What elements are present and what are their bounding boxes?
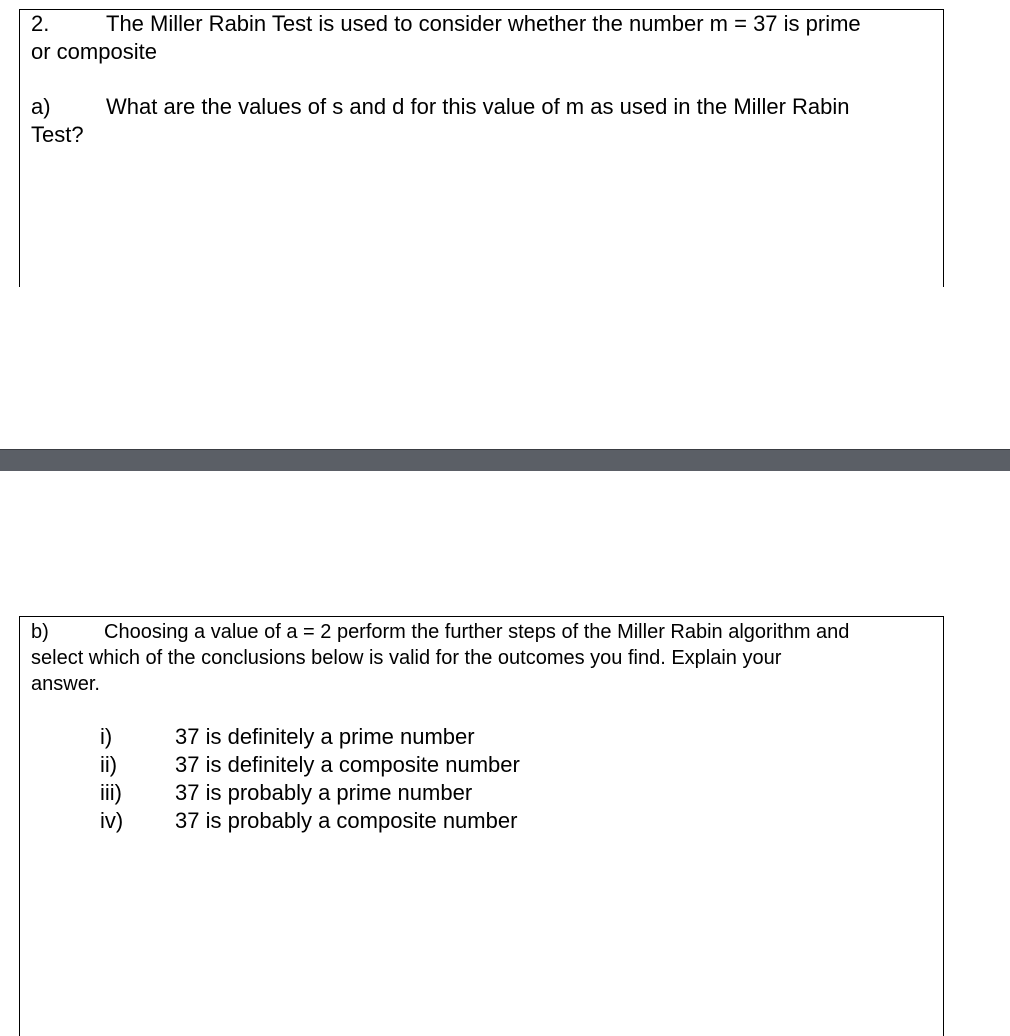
option-numeral: iv)	[100, 808, 124, 833]
question-number: 2.	[31, 11, 50, 36]
page-divider	[0, 449, 1010, 471]
part-b-text-line1: Choosing a value of a = 2 perform the further steps of the Miller Rabin algorithm and	[104, 621, 850, 643]
option-numeral: ii)	[100, 752, 118, 777]
question-heading	[31, 10, 861, 38]
option-text: 37 is definitely a prime number	[175, 724, 475, 749]
part-a-label: a)	[31, 94, 51, 119]
part-a-text-line1: What are the values of s and d for this value of m as used in the Miller Rabin	[106, 94, 850, 119]
option-item	[100, 807, 517, 835]
part-b-text-line3: answer.	[31, 673, 100, 695]
option-text: 37 is definitely a composite number	[175, 752, 520, 777]
part-b-heading	[31, 619, 849, 645]
question-text-line1: The Miller Rabin Test is used to consider whether the number m = 37 is prime	[106, 11, 861, 36]
option-text: 37 is probably a composite number	[175, 808, 518, 833]
part-b-text-line2: select which of the conclusions below is valid for the outcomes you find. Explain your	[31, 647, 782, 669]
option-item	[100, 751, 520, 779]
option-numeral: iii)	[100, 780, 122, 805]
question-text-line2: or composite	[31, 39, 157, 64]
part-b-label: b)	[31, 621, 49, 643]
part-a-heading	[31, 93, 850, 121]
option-item	[100, 779, 472, 807]
option-text: 37 is probably a prime number	[175, 780, 473, 805]
option-numeral: i)	[100, 724, 113, 749]
question-box-bottom	[19, 616, 944, 1036]
part-a-text-line2: Test?	[31, 122, 84, 147]
question-box-top	[19, 9, 944, 287]
option-item	[100, 723, 475, 751]
